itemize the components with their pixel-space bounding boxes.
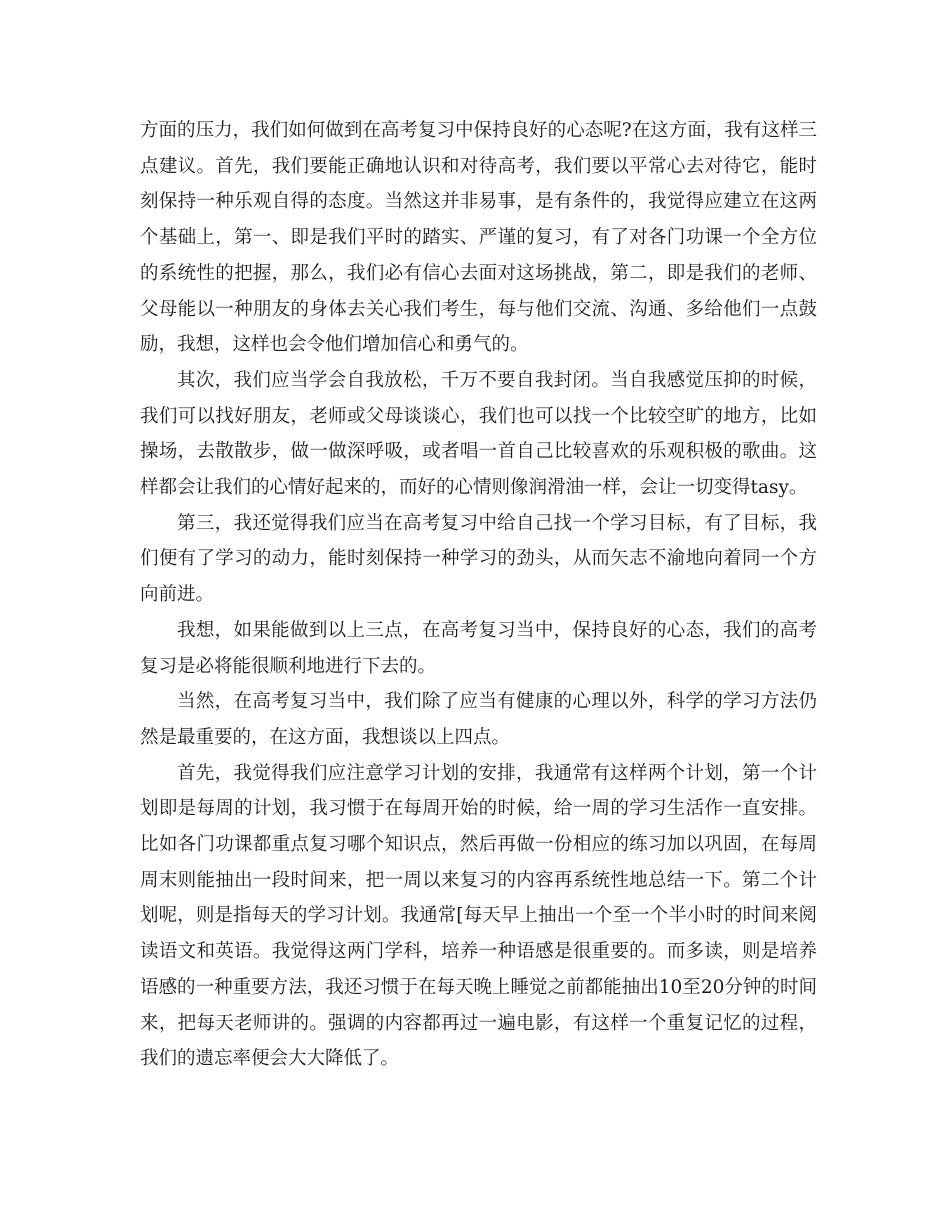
paragraph-study-plan: 首先，我觉得我们应注意学习计划的安排，我通常有这样两个计划，第一个计划即是每周的计划，我习惯于在每周开始的时候，给一周的学习生活作一直安排。比如各门功课都重点复习哪个知识点，然后再做一份相应的练习加以巩固，在每周周末则能抽出一段时间来，把一周以来复习的内容再系统性地总结一下。第二个计划呢，则是指每天的学习计划。我通常[每天早上抽出一个至一个半小时的时间来阅读语文和英语。我觉得这两门学科，培养一种语感是很重要的。而多读，则是培养语感的一种重要方法，我还习惯于在每天晚上睡觉之前都能抽出10至20分钟的时间来，把每天老师讲的。强调的内容都再过一遍电影，有这样一个重复记忆的过程，我们的遗忘率便会大大降低了。 bbox=[140, 762, 817, 1070]
paragraph-study-goal: 第三，我还觉得我们应当在高考复习中给自己找一个学习目标，有了目标，我们便有了学习的动力，能时刻保持一种学习的劲头，从而矢志不渝地向着同一个方向前进。 bbox=[140, 512, 817, 606]
paragraph-study-methods-intro: 当然，在高考复习当中，我们除了应当有健康的心理以外，科学的学习方法仍然是最重要的，在这方面，我想谈以上四点。 bbox=[140, 691, 817, 748]
document-page bbox=[140, 113, 817, 1077]
paragraph-pressure-mindset: 方面的压力，我们如何做到在高考复习中保持良好的心态呢?在这方面，我有这样三点建议。首先，我们要能正确地认识和对待高考，我们要以平常心去对待它，能时刻保持一种乐观自得的态度。当然这并非易事，是有条件的，我觉得应建立在这两个基础上，第一、即是我们平时的踏实、严谨的复习，有了对各门功课一个全方位的系统性的把握，那么，我们必有信心去面对这场挑战，第二，即是我们的老师、父母能以一种朋友的身体去关心我们考生，每与他们交流、沟通、多给他们一点鼓励，我想，这样也会令他们增加信心和勇气的。 bbox=[140, 120, 817, 356]
paragraph-relaxation: 其次，我们应当学会自我放松，千万不要自我封闭。当自我感觉压抑的时候，我们可以找好朋友，老师或父母谈谈心，我们也可以找一个比较空旷的地方，比如操场，去散散步，做一做深呼吸，或者唱一首自己比较喜欢的乐观积极的歌曲。这样都会让我们的心情好起来的，而好的心情则像润滑油一样，会让一切变得tasy。 bbox=[140, 369, 817, 499]
paragraph-three-points-summary: 我想，如果能做到以上三点，在高考复习当中，保持良好的心态，我们的高考复习是必将能很顺利地进行下去的。 bbox=[140, 619, 817, 677]
